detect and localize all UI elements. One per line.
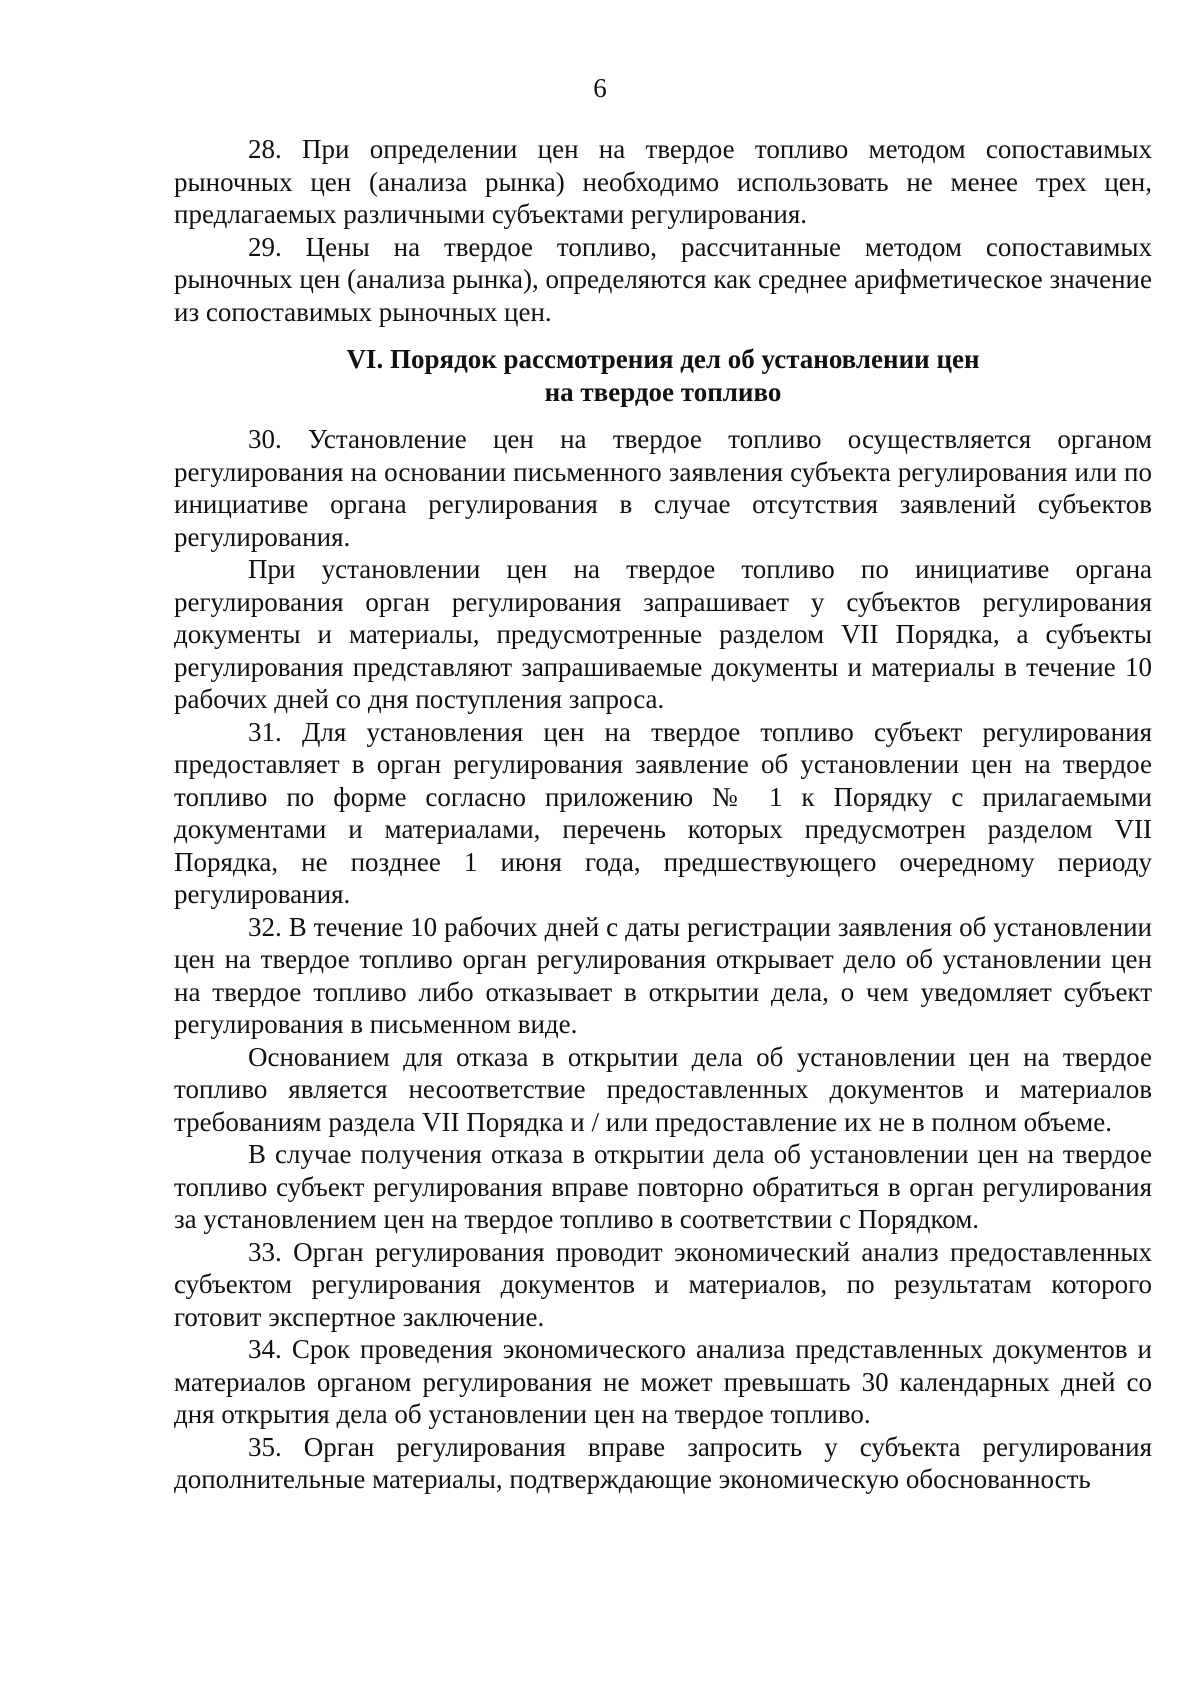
document-body	[174, 133, 1152, 1496]
paragraph-30: 30. Установление цен на твердое топливо осуществляется органом регулирования на основании письменного заявления субъекта регулирования или по инициативе органа регулирования в случае отсутствия заявлений субъектов регулирования.	[174, 424, 1152, 552]
paragraph-34: 34. Срок проведения экономического анализа представленных документов и материалов органом регулирования не может превышать 30 календарных дней со дня открытия дела об установлении цен на твердое топливо.	[174, 1334, 1152, 1429]
section-heading	[174, 343, 1152, 409]
paragraph-28: 28. При определении цен на твердое топливо методом сопоставимых рыночных цен (анализа рынка) необходимо использовать не менее трех цен, предлагаемых различными субъектами регулирования.	[174, 134, 1152, 229]
paragraph-31: 31. Для установления цен на твердое топливо субъект регулирования предоставляет в орган регулирования заявление об установлении цен на твердое топливо по форме согласно приложению № 1 к Порядку с прилагаемыми документами и материалами, перечень которых предусмотрен разделом VII Порядка, не позднее 1 июня года, предшествующего очередному периоду регулирования.	[174, 716, 1152, 909]
paragraph-35: 35. Орган регулирования вправе запросить у субъекта регулирования дополнительные материалы, подтверждающие экономическую обоснованность	[174, 1431, 1152, 1494]
page-number: 6	[593, 73, 607, 103]
paragraph-32-reapplication: В случае получения отказа в открытии дела об установлении цен на твердое топливо субъект регулирования вправе повторно обратиться в орган регулирования за установлением цен на твердое топливо в соответствии с Порядком.	[174, 1139, 1152, 1234]
paragraph-32: 32. В течение 10 рабочих дней с даты регистрации заявления об установлении цен на твердое топливо орган регулирования открывает дело об установлении цен на твердое топливо либо отказывает в открытии дела, о чем уведомляет субъект регулирования в письменном виде.	[174, 911, 1152, 1039]
paragraph-33: 33. Орган регулирования проводит экономический анализ предоставленных субъектом регулирования документов и материалов, по результатам которого готовит экспертное заключение.	[174, 1236, 1152, 1332]
section-heading-line-2: на твердое топливо	[544, 377, 782, 407]
paragraph-30-initiative: При установлении цен на твердое топливо по инициативе органа регулирования орган регулирования запрашивает у субъектов регулирования документы и материалы, предусмотренные разделом VII Порядка, а субъекты регулирования представляют запрашиваемые документы и материалы в течение 10 рабочих дней со дня поступления запроса.	[174, 554, 1152, 714]
section-heading-line-1: VI. Порядок рассмотрения дел об установлении цен	[346, 344, 980, 374]
paragraph-29: 29. Цены на твердое топливо, рассчитанные методом сопоставимых рыночных цен (анализа рынка), определяются как среднее арифметическое значение из сопоставимых рыночных цен.	[174, 231, 1152, 327]
paragraph-32-refusal-grounds: Основанием для отказа в открытии дела об установлении цен на твердое топливо является несоответствие предоставленных документов и материалов требованиям раздела VII Порядка и / или предоставление их не в полном объеме.	[174, 1041, 1152, 1137]
